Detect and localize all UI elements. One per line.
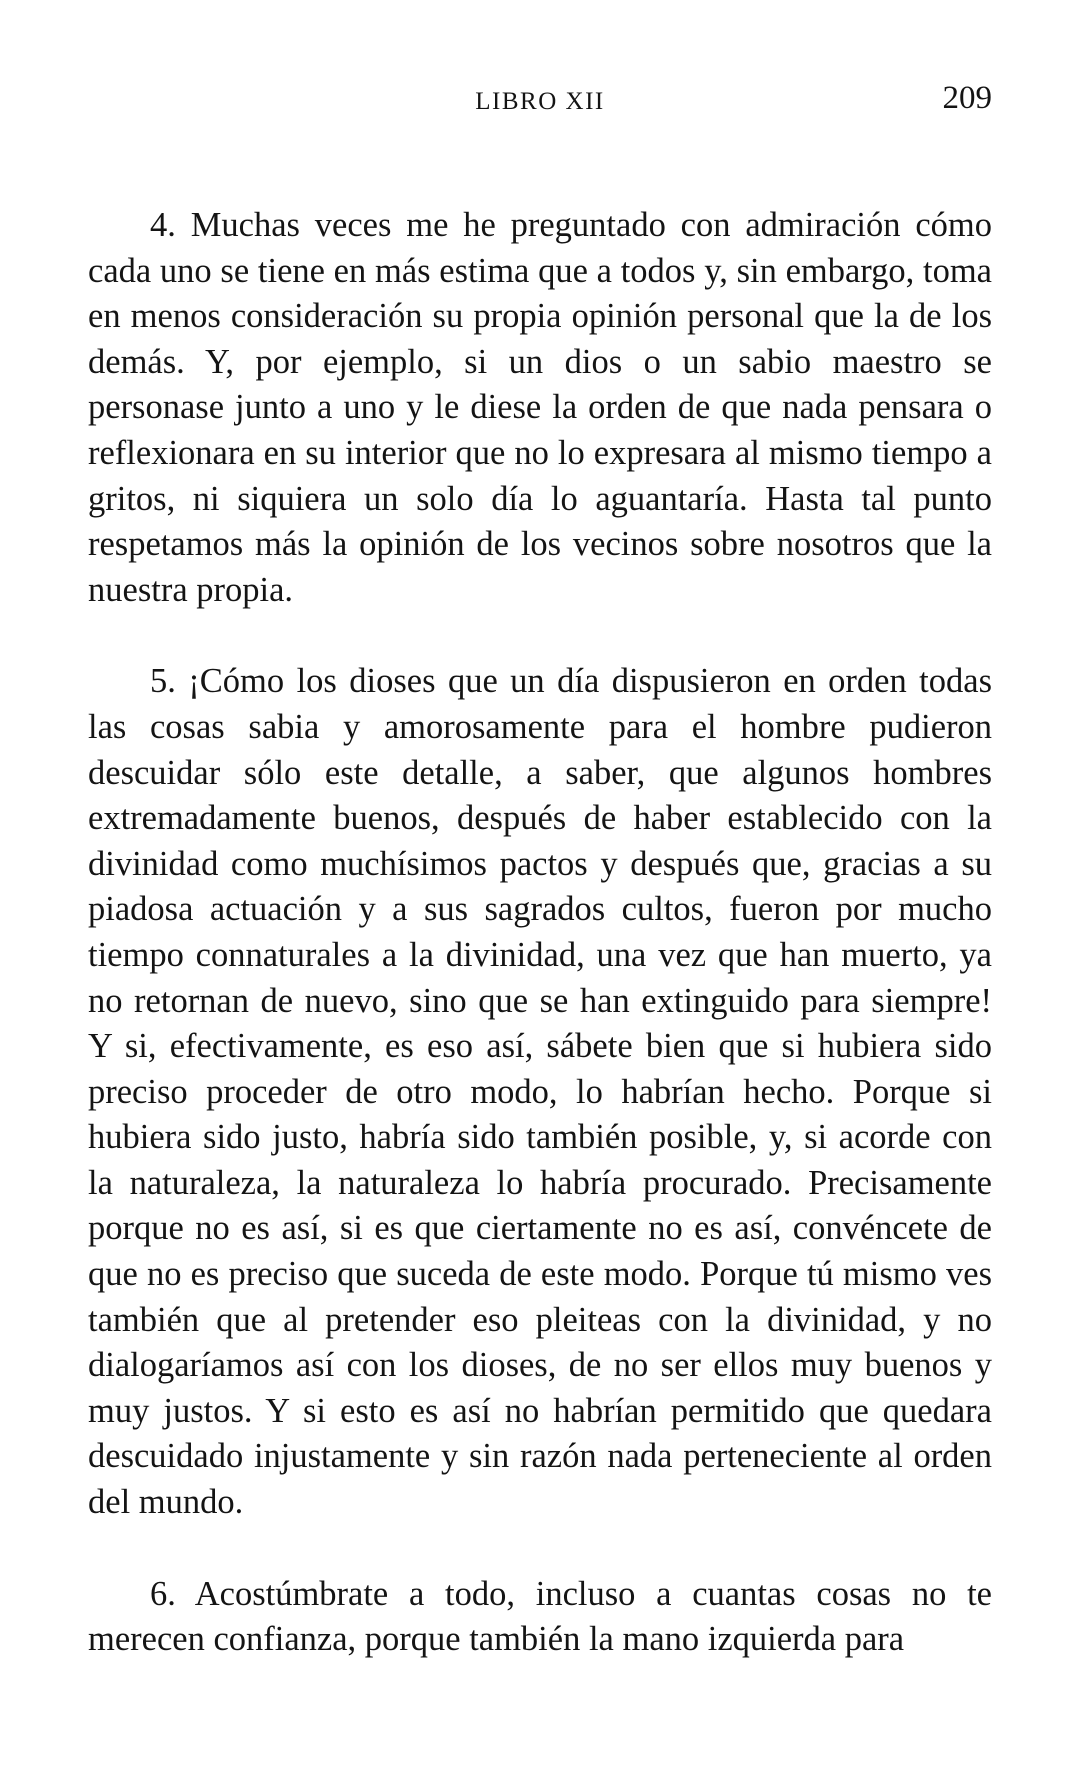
chapter-title: LIBRO XII	[475, 88, 605, 115]
paragraph-5: 5. ¡Cómo los dioses que un día dispusieron en orden todas las cosas sabia y amorosamente para el hombre pudieron descuidar sólo este detalle, a saber, que algunos hombres extremadamente buenos, después de haber establecido con la divinidad como muchísimos pactos y después que, gracias a su piadosa actuación y a sus sagrados cultos, fueron por mucho tiempo connaturales a la divinidad, una vez que han muerto, ya no retornan de nuevo, sino que se han extinguido para siempre! Y si, efectivamente, es eso así, sábete bien que si hubiera sido preciso proceder de otro modo, lo habrían hecho. Porque si hubiera sido justo, habría sido también posible, y, si acorde con la naturaleza, la naturaleza lo habría procurado. Precisamente porque no es así, si es que ciertamente no es así, convéncete de que no es preciso que suceda de este modo. Porque tú mismo ves también que al pretender eso pleiteas con la divinidad, y no dialogaríamos así con los dioses, de no ser ellos muy buenos y muy justos. Y si esto es así no habrían permitido que quedara descuidado injustamente y sin razón nada perteneciente al orden del mundo.	[88, 662, 992, 1522]
body-text	[88, 203, 992, 1663]
page-number: 209	[942, 80, 992, 116]
running-head	[88, 78, 992, 128]
paragraph-6: 6. Acostúmbrate a todo, incluso a cuantas cosas no te merecen confianza, porque también la mano izquierda para	[88, 1574, 992, 1659]
paragraph-4: 4. Muchas veces me he preguntado con admiración cómo cada uno se tiene en más estima que a todos y, sin embargo, toma en menos consideración su propia opinión personal que la de los demás. Y, por ejemplo, si un dios o un sabio maestro se personase junto a uno y le diese la orden de que nada pensara o reflexionara en su interior que no lo expresara al mismo tiempo a gritos, ni siquiera un solo día lo aguantaría. Hasta tal punto respetamos más la opinión de los vecinos sobre nosotros que la nuestra propia.	[88, 206, 992, 609]
